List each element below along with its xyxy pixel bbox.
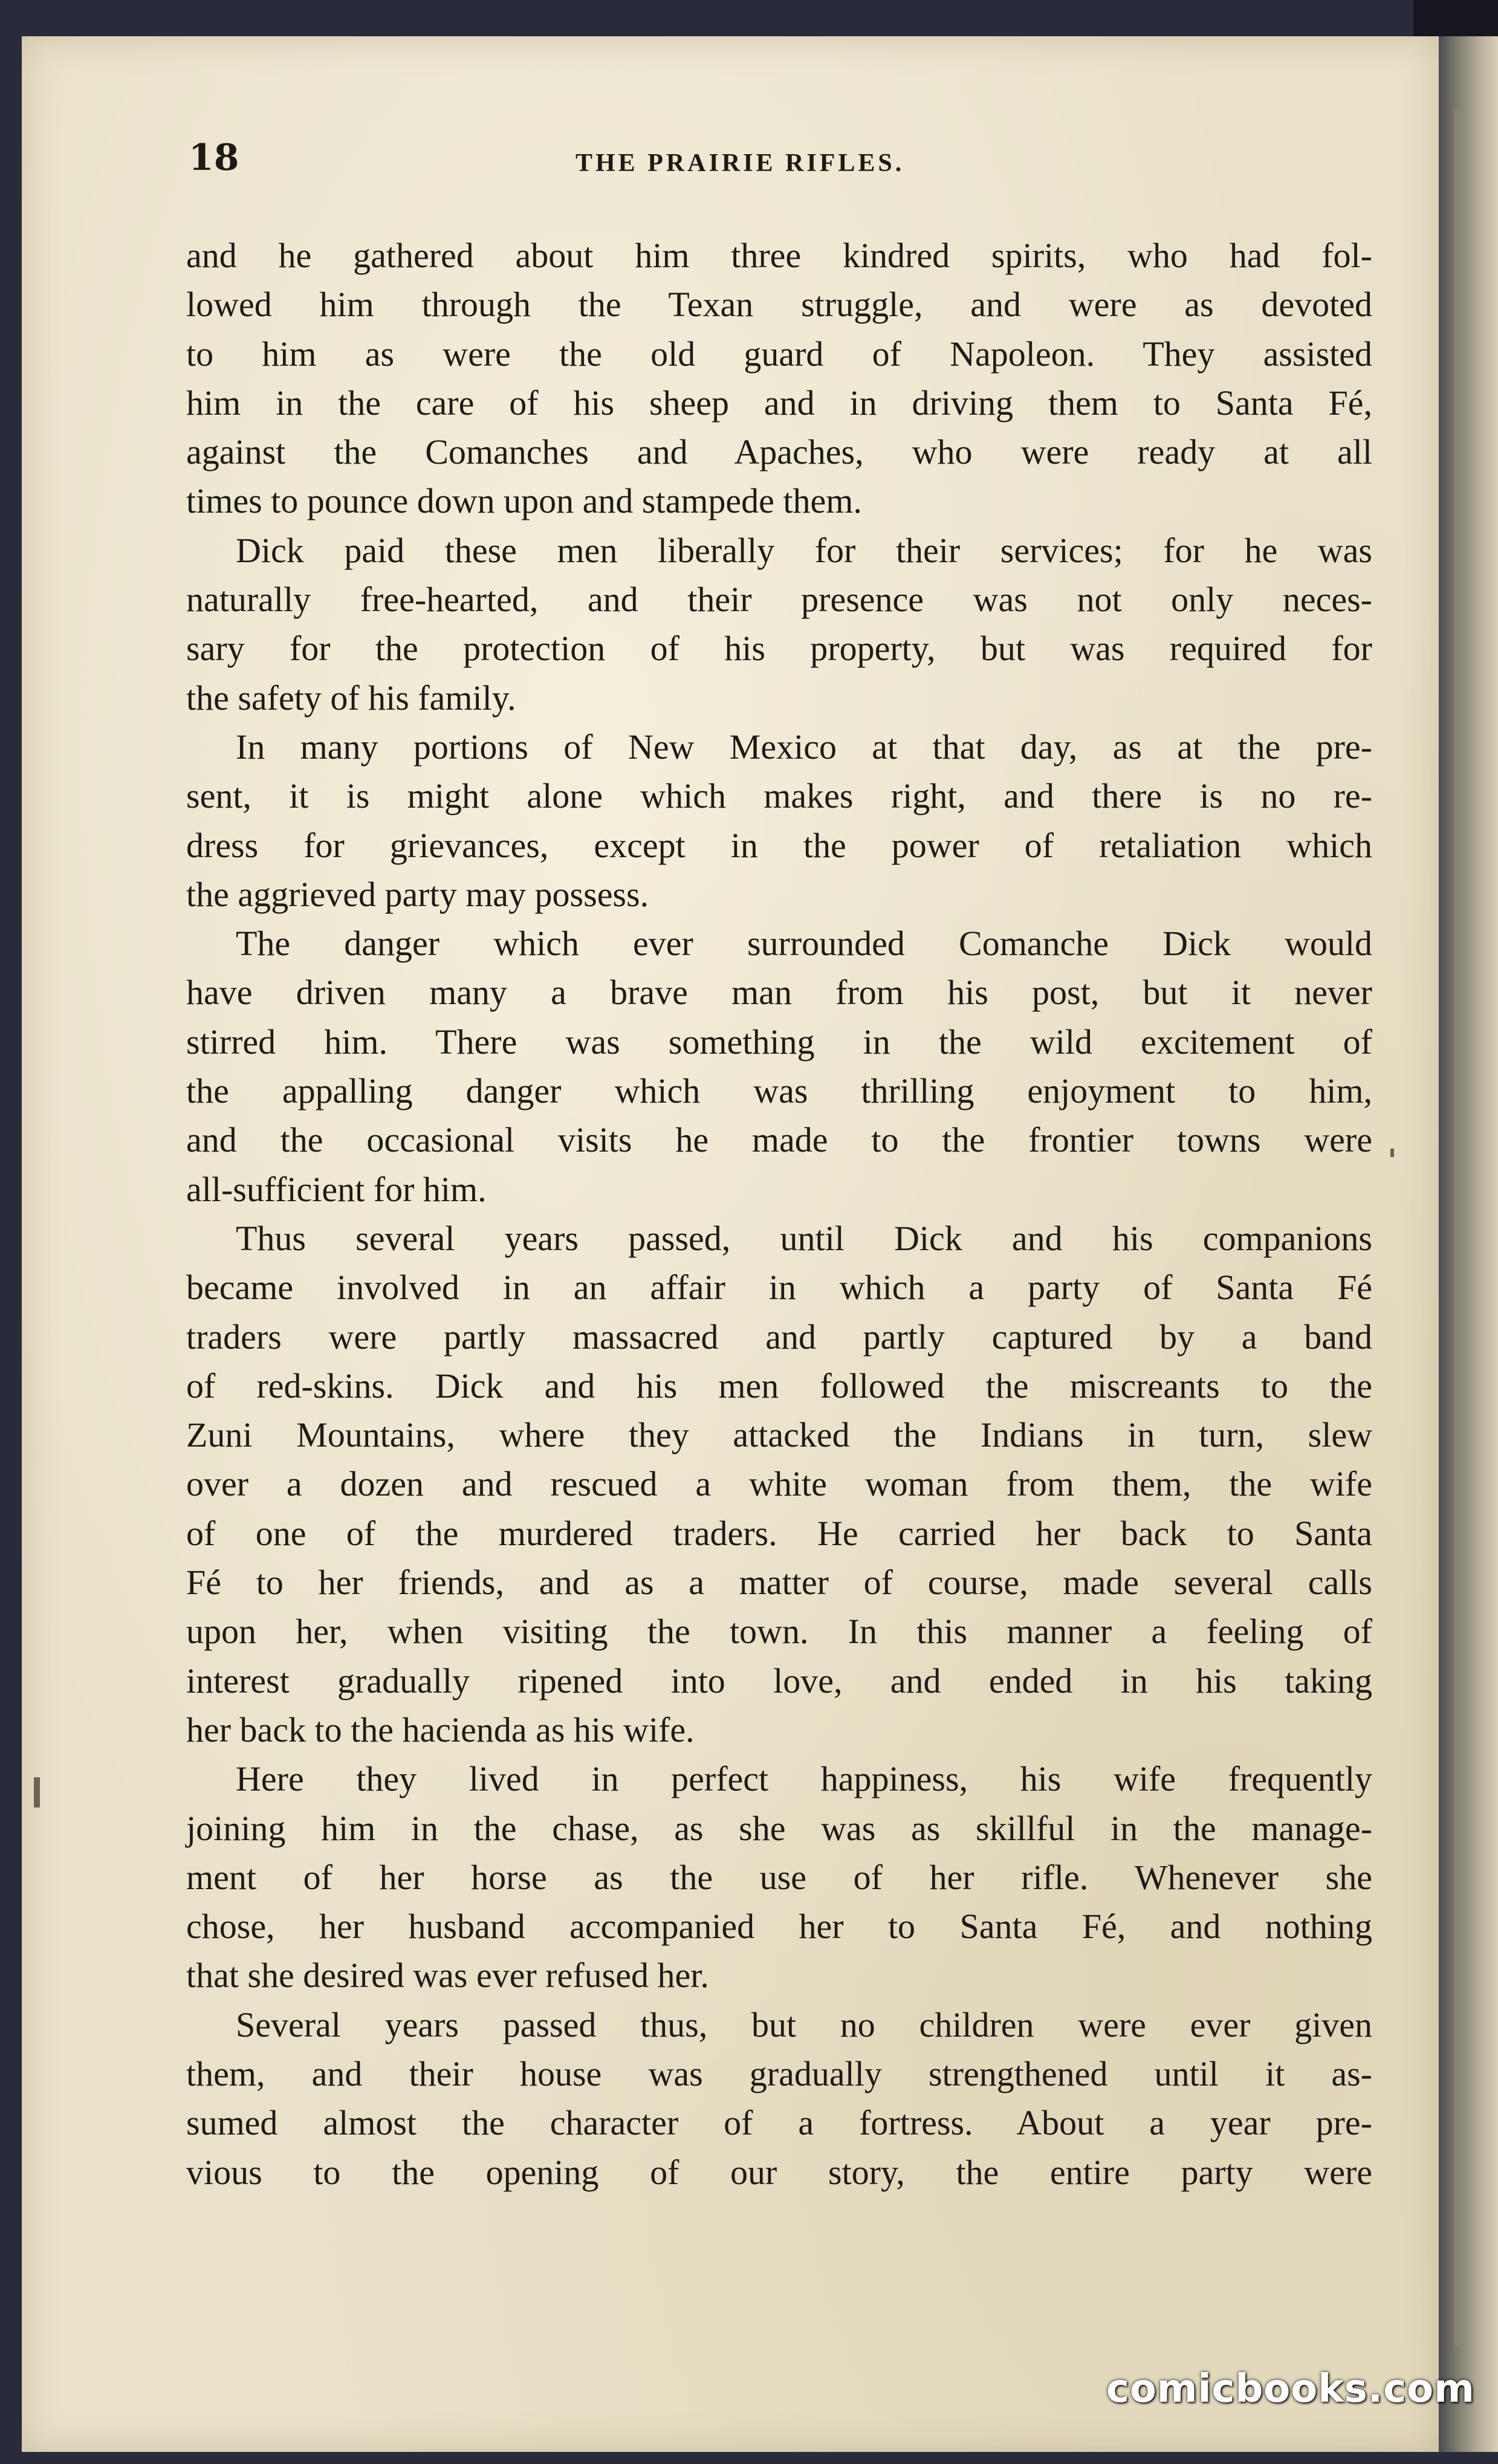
text-line: vious to the opening of our story, the entire party were [186, 2152, 1372, 2192]
spine-edge [1454, 109, 1462, 2346]
text-line: upon her, when visiting the town. In this manner a feeling of [186, 1612, 1372, 1652]
text-line: that she desired was ever refused her. [186, 1956, 709, 1996]
text-line: Several years passed thus, but no children were ever given [236, 2005, 1372, 2044]
text-line: of red-skins. Dick and his men followed the miscreants to the [186, 1366, 1372, 1405]
text-line: the appalling danger which was thrilling enjoyment to him, [186, 1071, 1372, 1111]
text-line: times to pounce down upon and stampede them. [186, 481, 862, 521]
text-line: naturally free-hearted, and their presence was not only neces- [186, 580, 1372, 620]
text-line: interest gradually ripened into love, and ended in his taking [186, 1661, 1372, 1700]
text-line: Zuni Mountains, where they attacked the Indians in turn, slew [186, 1415, 1372, 1455]
text-line: and he gathered about him three kindred spirits, who had fol- [186, 236, 1372, 275]
text-line: all-sufficient for him. [186, 1169, 487, 1209]
body-text [186, 231, 1372, 2298]
text-line: him in the care of his sheep and in driving them to Santa Fé, [186, 383, 1372, 423]
text-line: sary for the protection of his property, but was required for [186, 629, 1372, 669]
text-line: lowed him through the Texan struggle, and were as devoted [186, 285, 1372, 325]
text-line: joining him in the chase, as she was as skillful in the manage- [186, 1808, 1372, 1848]
text-line: Dick paid these men liberally for their services; for he was [236, 530, 1372, 570]
text-line: Fé to her friends, and as a matter of course, made several calls [186, 1563, 1372, 1603]
text-line: over a dozen and rescued a white woman from them, the wife [186, 1464, 1372, 1504]
watermark: comicbooks.com [1106, 2367, 1475, 2411]
scan-border-top [1413, 0, 1498, 36]
margin-mark [34, 1777, 40, 1807]
text-line: the aggrieved party may possess. [186, 874, 649, 914]
text-line: of one of the murdered traders. He carried her back to Santa [186, 1513, 1372, 1553]
running-head: THE PRAIRIE RIFLES. [576, 149, 905, 177]
text-line: her back to the hacienda as his wife. [186, 1710, 695, 1749]
page-header [189, 137, 1367, 185]
text-line: dress for grievances, except in the power of retaliation which [186, 825, 1372, 865]
text-line: have driven many a brave man from his post, but it never [186, 973, 1372, 1013]
text-line: the safety of his family. [186, 678, 516, 718]
text-line: became involved in an affair in which a party of Santa Fé [186, 1268, 1372, 1308]
text-line: chose, her husband accompanied her to Santa Fé, and nothing [186, 1907, 1372, 1947]
text-line: them, and their house was gradually strengthened until it as- [186, 2054, 1372, 2093]
text-line: and the occasional visits he made to the frontier towns were [186, 1120, 1372, 1160]
text-line: Thus several years passed, until Dick and his companions [236, 1218, 1372, 1258]
text-line: sumed almost the character of a fortress. About a year pre- [186, 2103, 1372, 2143]
text-line: The danger which ever surrounded Comanche Dick would [236, 924, 1372, 964]
text-line: Here they lived in perfect happiness, his wife frequently [236, 1759, 1372, 1799]
text-line: traders were partly massacred and partly captured by a band [186, 1317, 1372, 1357]
text-line: sent, it is might alone which makes right, and there is no re- [186, 776, 1372, 816]
page-number: 18 [189, 137, 239, 179]
book-spine [1439, 36, 1498, 2452]
text-line: against the Comanches and Apaches, who were ready at all [186, 432, 1372, 472]
text-line: In many portions of New Mexico at that day, as at the pre- [236, 727, 1372, 767]
text-line: to him as were the old guard of Napoleon. They assisted [186, 334, 1372, 374]
text-line: stirred him. There was something in the wild excitement of [186, 1022, 1372, 1062]
margin-mark [1390, 1149, 1394, 1157]
text-line: ment of her horse as the use of her rifle. Whenever she [186, 1857, 1372, 1897]
